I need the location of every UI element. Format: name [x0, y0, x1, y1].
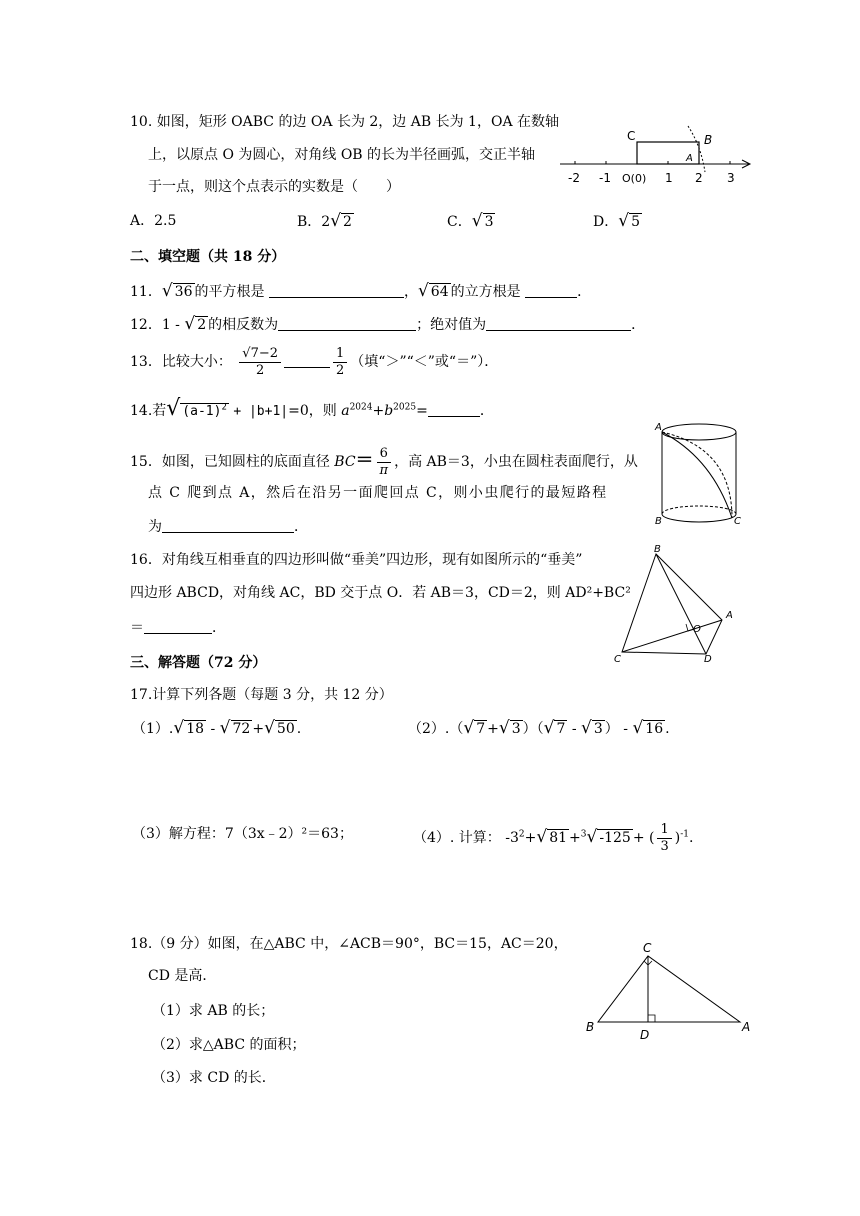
diagonal-ac — [622, 620, 722, 652]
section-title-solutions: 三、解答题（72 分） — [130, 655, 267, 671]
q17-part1: （1）.√ 18 - √ 72 +√ 50 . — [132, 718, 302, 738]
arc — [688, 126, 705, 172]
tick-label: 3 — [727, 171, 735, 185]
quadrilateral-abcd — [622, 554, 722, 654]
label-b: B — [654, 544, 661, 555]
answer-blank — [144, 619, 212, 634]
q10-option-c: C．√ 3 — [447, 211, 494, 231]
q17-part3: （3）解方程：7（3x﹣2）²＝63； — [132, 826, 353, 842]
q10-line3: 于一点，则这个点表示的实数是（ ） — [148, 179, 400, 195]
answer-blank — [486, 316, 631, 331]
q15-line3: 为 ． — [148, 519, 308, 535]
q17-title: 17.计算下列各题（每题 3 分，共 12 分） — [130, 687, 393, 703]
right-angle-mark — [648, 1015, 655, 1022]
answer-blank — [428, 402, 480, 417]
answer-blank — [525, 283, 577, 298]
label-b: B — [655, 516, 662, 527]
q10-option-b: B．2√ 2 — [297, 211, 352, 231]
label-c: C — [734, 516, 741, 527]
q15-line1: 15．如图，已知圆柱的底面直径 BC＝ $\frac{6}{\pi}$ ，高 AB＝3，小虫在圆柱表面爬行，从 — [130, 446, 638, 478]
path-back — [662, 432, 732, 518]
q18-line2: CD 是高． — [148, 968, 217, 984]
label-b: B — [704, 133, 713, 147]
q18-line1: 18.（9 分）如图，在△ABC 中，∠ACB＝90°，BC＝15，AC＝20， — [130, 936, 568, 952]
q16-line1: 16．对角线互相垂直的四边形叫做“垂美”四边形，现有如图所示的“垂美” — [130, 552, 583, 568]
q13: 13．比较大小： $\frac{√7-2}{2}$ $\frac{1}{2}$ （填“＞”“＜”或“＝”）． — [130, 346, 499, 378]
answer-blank — [269, 283, 404, 298]
label-a: A — [742, 1020, 751, 1034]
q16-line3: ＝ ． — [130, 620, 226, 636]
q17-part4: （4）. 计算： $-3^2+√$ 81 +$^3$√ -125 + ( $\frac{1}{3}$ )$^{-1}$. — [413, 822, 694, 854]
number-line-figure — [555, 120, 755, 190]
label-d: D — [704, 654, 712, 664]
cylinder-figure — [652, 418, 752, 530]
q15-line2: 点 C 爬到点 A，然后在沿另一面爬回点 C，则小虫爬行的最短路程 — [148, 485, 608, 501]
q17-part2: （2）.（√ 7 +√ 3 ）（√ 7 - √ 3 ） - √ 16 . — [408, 718, 670, 738]
tick-label: O(0) — [622, 172, 647, 185]
tick-label: 1 — [665, 171, 673, 185]
label-c: C — [614, 654, 621, 664]
label-c: C — [643, 941, 652, 955]
label-d: D — [640, 1028, 650, 1042]
q10-line1: 10. 如图，矩形 OABC 的边 OA 长为 2，边 AB 长为 1，OA 在数轴 — [130, 114, 560, 130]
answer-blank — [278, 316, 416, 331]
q10-option-d: D．√ 5 — [593, 211, 640, 231]
tick-label: 2 — [695, 171, 703, 185]
right-triangle-figure — [582, 938, 757, 1044]
q18-sub3: （3）求 CD 的长． — [152, 1070, 276, 1086]
tick-label: -2 — [568, 171, 580, 185]
top-ellipse — [662, 424, 736, 440]
section-title-fill-in: 二、填空题（共 18 分） — [130, 249, 286, 265]
q10-line2: 上，以原点 O 为圆心，对角线 OB 的长为半径画弧，交正半轴 — [148, 147, 536, 163]
q18-sub1: （1）求 AB 的长； — [152, 1003, 275, 1019]
label-a: A — [655, 422, 662, 433]
label-b: B — [586, 1020, 595, 1034]
q12: 12．1 - √ 2 的相反数为 ；绝对值为 ． — [130, 314, 646, 334]
answer-blank — [284, 353, 330, 368]
label-a: A — [726, 610, 733, 621]
quadrilateral-figure — [614, 542, 744, 664]
path-front — [662, 432, 732, 518]
q16-line2: 四边形 ABCD，对角线 AC，BD 交于点 O．若 AB＝3，CD＝2，则 AD²+BC² — [130, 585, 631, 601]
label-o: O — [693, 624, 701, 635]
answer-blank — [162, 518, 294, 533]
label-c: C — [627, 129, 636, 143]
tick-label: -1 — [599, 171, 611, 185]
q18-sub2: （2）求△ABC 的面积； — [152, 1037, 306, 1053]
q11: 11．√ 36 的平方根是 ，√ 64 的立方根是 ． — [130, 281, 592, 301]
triangle-abc — [598, 956, 740, 1022]
q10-option-a: A．2.5 — [130, 213, 177, 229]
label-a: A — [686, 153, 693, 164]
q14: 14.若√ $(a-1)^2 + |b+1|=0$，则 $a^{2024}+b^{2025}=$ ． — [130, 396, 494, 421]
